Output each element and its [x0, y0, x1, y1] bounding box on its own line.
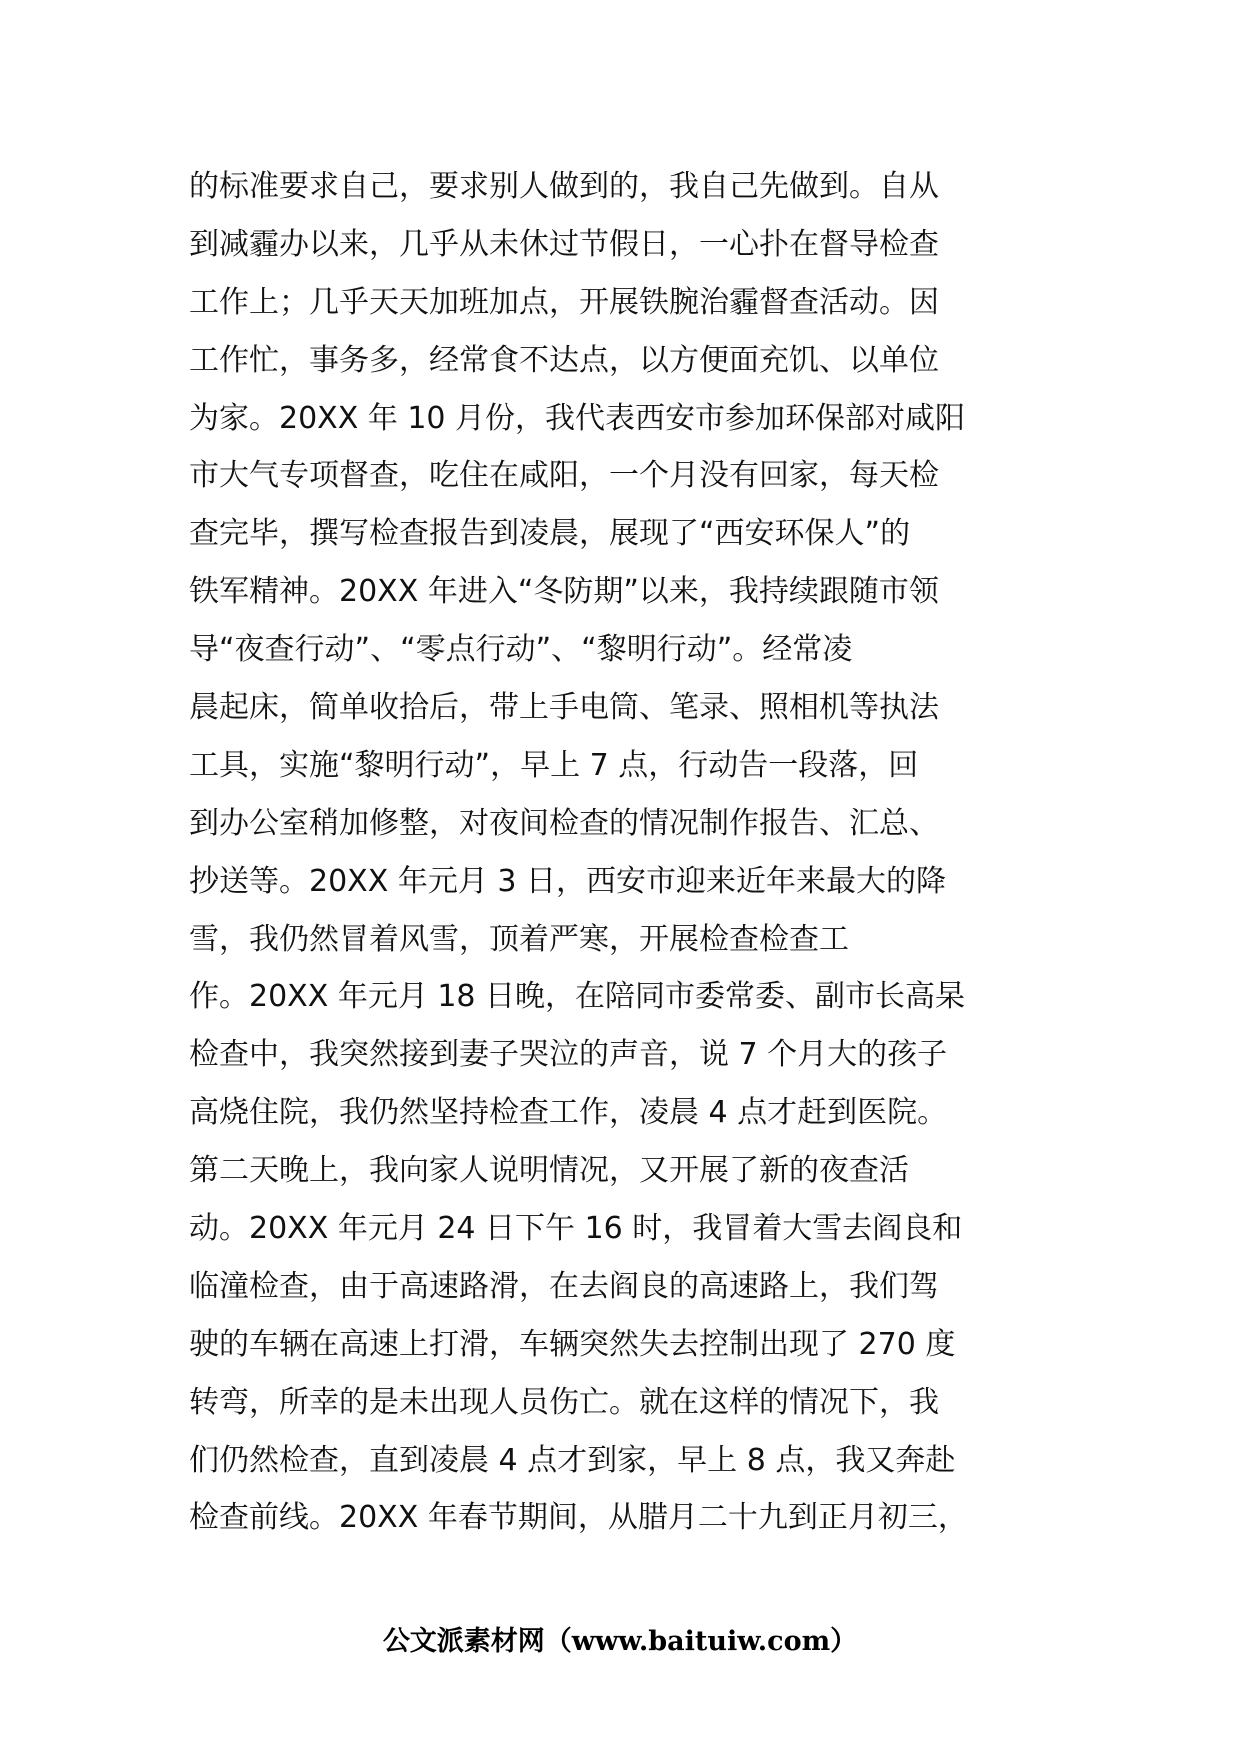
- text-line: 工具，实施“黎明行动”，早上 7 点，行动告一段落，回: [189, 747, 919, 783]
- text-line: 临潼检查，由于高速路滑，在去阎良的高速路上，我们驾: [189, 1268, 939, 1304]
- text-line: 市大气专项督查，吃住在咸阳，一个月没有回家，每天检: [189, 458, 939, 494]
- text-line: 到减霾办以来，几乎从未休过节假日，一心扑在督导检查: [189, 226, 939, 262]
- text-line: 工作上；几乎天天加班加点，开展铁腕治霾督查活动。因: [189, 284, 939, 320]
- text-line: 查完毕，撰写检查报告到凌晨，展现了“西安环保人”的: [189, 516, 911, 552]
- text-line: 作。20XX 年元月 18 日晚，在陪同市委常委、副市长高杲: [189, 979, 966, 1015]
- text-line: 驶的车辆在高速上打滑，车辆突然失去控制出现了 270 度: [189, 1326, 956, 1362]
- text-line: 雪，我仍然冒着风雪，顶着严寒，开展检查检查工: [189, 921, 849, 957]
- text-line: 第二天晚上，我向家人说明情况，又开展了新的夜查活: [189, 1153, 909, 1189]
- text-line: 抄送等。20XX 年元月 3 日，西安市迎来近年来最大的降: [189, 863, 946, 899]
- text-line: 导“夜查行动”、“零点行动”、“黎明行动”。经常凌: [189, 632, 853, 668]
- text-line: 到办公室稍加修整，对夜间检查的情况制作报告、汇总、: [189, 805, 939, 841]
- text-line: 铁军精神。20XX 年进入“冬防期”以来，我持续跟随市领: [189, 574, 939, 610]
- text-line: 为家。20XX 年 10 月份，我代表西安市参加环保部对咸阳: [189, 400, 966, 436]
- text-line: 转弯，所幸的是未出现人员伤亡。就在这样的情况下，我: [189, 1384, 939, 1420]
- footer-watermark: 公文派素材网（www.baituiw.com）: [382, 1626, 858, 1657]
- text-line: 的标准要求自己，要求别人做到的，我自己先做到。自从: [189, 169, 939, 204]
- text-line: 动。20XX 年元月 24 日下午 16 时，我冒着大雪去阎良和: [189, 1211, 963, 1247]
- text-line: 检查前线。20XX 年春节期间，从腊月二十九到正月初三，: [189, 1500, 968, 1536]
- body-paragraph: [189, 158, 1089, 1547]
- text-line: 工作忙，事务多，经常食不达点，以方便面充饥、以单位: [189, 342, 939, 378]
- text-line: 们仍然检查，直到凌晨 4 点才到家，早上 8 点，我又奔赴: [189, 1442, 956, 1478]
- text-line: 检查中，我突然接到妻子哭泣的声音，说 7 个月大的孩子: [189, 1037, 948, 1073]
- text-line: 晨起床，简单收拾后，带上手电筒、笔录、照相机等执法: [189, 690, 939, 726]
- text-line: 高烧住院，我仍然坚持检查工作，凌晨 4 点才赶到医院。: [189, 1095, 948, 1131]
